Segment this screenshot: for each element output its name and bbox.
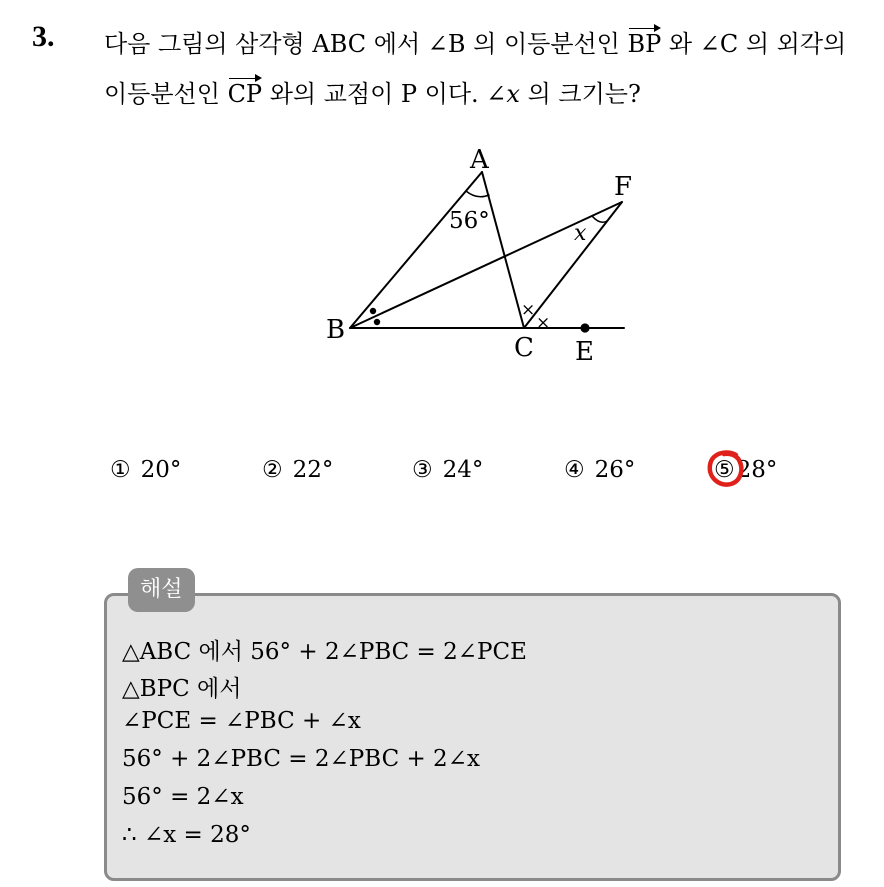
explanation-line-2: △BPC 에서	[122, 676, 242, 702]
choice-number: ③	[412, 457, 433, 483]
variable-x: x	[506, 80, 520, 108]
angle-arc-f	[592, 216, 607, 222]
label-a: A	[470, 145, 489, 175]
choice-value: 20°	[140, 457, 182, 483]
answer-circle-mark	[706, 449, 746, 489]
explanation-line-4: 56° + 2∠PBC = 2∠PBC + 2∠x	[122, 746, 480, 772]
angle-label-x: x	[574, 221, 587, 246]
choice-value: 28°	[736, 457, 778, 483]
choice-number: ④	[564, 457, 585, 483]
explanation-line-1: △ABC 에서 56° + 2∠PBC = 2∠PCE	[122, 639, 527, 665]
explanation-title: 해설	[128, 568, 195, 612]
question-text-segment: 이등분선인	[104, 80, 228, 108]
question-text-segment: 와의 교점이 P 이다. ∠	[262, 80, 507, 108]
point-e-dot	[580, 323, 589, 332]
label-e: E	[575, 337, 594, 367]
choice-1[interactable]	[110, 457, 181, 483]
label-b: B	[326, 315, 346, 345]
bisector-dot-lower	[374, 319, 380, 325]
angle-mark-lower: ×	[536, 313, 551, 333]
explanation-line-6: ∴ ∠x = 28°	[122, 822, 251, 848]
label-c: C	[514, 333, 534, 363]
question-number: 3.	[32, 20, 55, 53]
angle-arc-a	[466, 191, 489, 197]
label-f: F	[614, 172, 633, 202]
choice-value: 22°	[292, 457, 334, 483]
triangle-figure	[0, 0, 884, 420]
choice-3[interactable]	[412, 457, 483, 483]
question-text-segment: 다음 그림의 삼각형 ABC 에서 ∠B 의 이등분선인	[104, 30, 628, 58]
choice-number: ⑤	[714, 457, 735, 483]
choice-value: 24°	[442, 457, 484, 483]
choice-2[interactable]	[262, 457, 333, 483]
choice-number: ②	[262, 457, 283, 483]
angle-mark-upper: ×	[521, 300, 536, 320]
segment-ab	[350, 172, 482, 328]
choice-value: 26°	[594, 457, 636, 483]
choice-4[interactable]	[564, 457, 635, 483]
vector-cp: CP	[227, 80, 263, 108]
explanation-line-3: ∠PCE = ∠PBC + ∠x	[122, 708, 361, 734]
choice-number: ①	[110, 457, 131, 483]
question-text-segment: 의 크기는?	[519, 80, 641, 108]
question-text-segment: 와 ∠C 의 외각의	[661, 30, 847, 58]
angle-label-a: 56°	[449, 208, 490, 234]
vector-bp: BP	[627, 30, 662, 58]
bisector-dot-upper	[370, 308, 376, 314]
explanation-line-5: 56° = 2∠x	[122, 784, 244, 810]
